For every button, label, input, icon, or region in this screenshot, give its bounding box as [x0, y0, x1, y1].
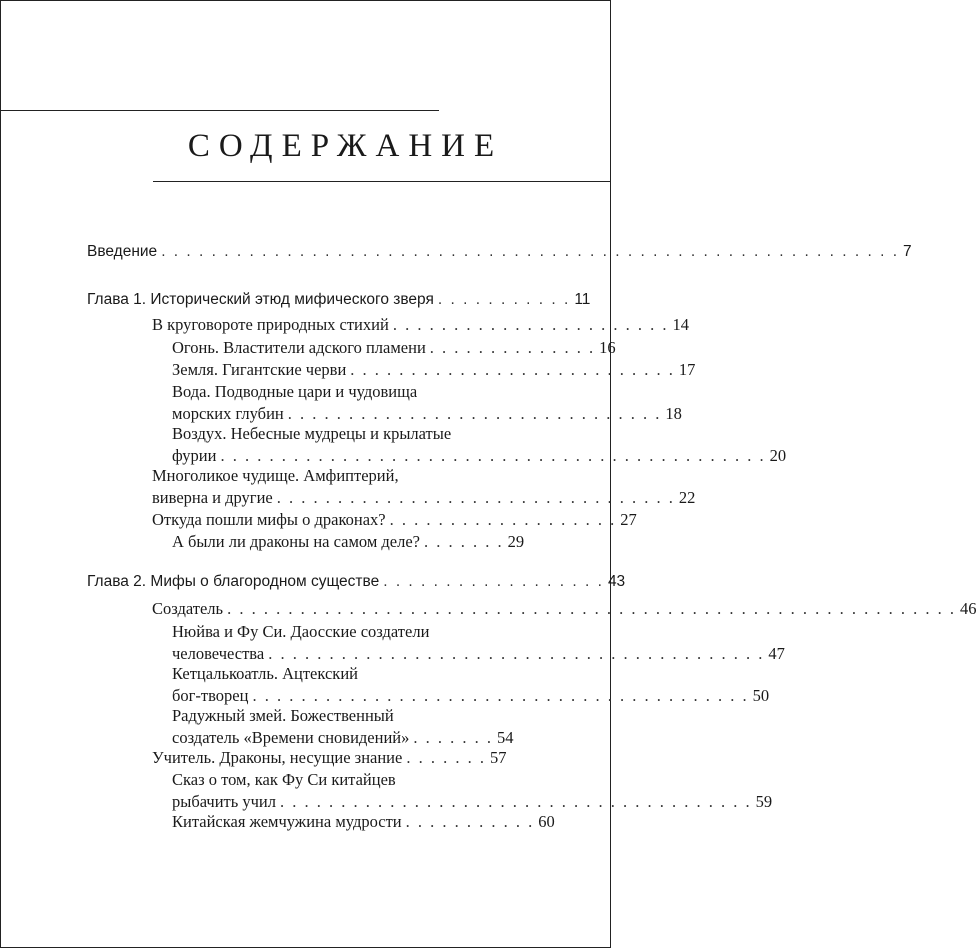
dot-leader: . . . . . . . . . . . . . . — [429, 338, 596, 357]
toc-page-number: 18 — [665, 404, 682, 423]
dot-leader: . . . . . . . — [413, 728, 493, 747]
toc-entry[interactable] — [152, 315, 689, 335]
dot-leader: . . . . . . . . . . . . . . . . . . . . . . . . . . . — [350, 360, 675, 379]
toc-entry-title-line: Вода. Подводные цари и чудовища — [172, 382, 418, 401]
dot-leader: . . . . . . . . . . . . . . . . . . . . . . . . . . . . . . . — [287, 404, 662, 423]
toc-page-number: 43 — [607, 573, 626, 590]
dot-leader: . . . . . . . . . . . . . . . . . . . . . . . — [392, 315, 669, 334]
toc-page-number: 7 — [903, 243, 912, 260]
toc-entry-title: морских глубин — [172, 404, 284, 423]
toc-page-number: 14 — [672, 315, 689, 334]
toc-page-number: 54 — [497, 728, 514, 747]
toc-entry-title: создатель «Времени сновидений» — [172, 728, 410, 747]
dot-leader: . . . . . . . . . . . . . . . . . . . . . . . . . . . . . . . . . . . . . . . . . — [268, 644, 765, 663]
dot-leader: . . . . . . . . . . . — [437, 291, 571, 308]
toc-entry-title-line: Кетцалькоатль. Ацтекский — [172, 664, 358, 683]
toc-entry-title: Китайская жемчужина мудрости — [172, 812, 402, 831]
toc-page-number: 17 — [678, 360, 696, 379]
toc-entry[interactable] — [172, 664, 770, 706]
toc-entry[interactable] — [172, 706, 514, 748]
toc-entry-chapter-2[interactable] — [87, 572, 626, 592]
dot-leader: . . . . . . . — [406, 748, 486, 767]
page-title: СОДЕРЖАНИЕ — [187, 128, 504, 164]
toc-page-number: 50 — [752, 686, 770, 705]
toc-entry[interactable] — [152, 510, 637, 530]
toc-entry-title: В круговороте природных стихий — [152, 315, 389, 334]
toc-entry[interactable] — [172, 812, 555, 832]
toc-entry[interactable] — [152, 466, 696, 508]
toc-page-number: 46 — [959, 599, 976, 618]
toc-entry-title: Глава 1. Исторический этюд мифического зверя — [87, 291, 434, 308]
toc-entry[interactable] — [152, 748, 507, 768]
dot-leader: . . . . . . . . . . . . . . . . . . . . . . . . . . . . . . . . . . . . . . . — [280, 792, 752, 811]
toc-page-number: 60 — [538, 812, 555, 831]
toc-page-number: 20 — [769, 446, 787, 465]
toc-entry-title: Учитель. Драконы, несущие знание — [152, 748, 403, 767]
toc-page-number: 16 — [599, 338, 616, 357]
toc-page-number: 11 — [574, 291, 591, 308]
dot-leader: . . . . . . . . . . . . . . . . . . . — [389, 510, 617, 529]
dot-leader: . . . . . . . . . . . . . . . . . . . . . . . . . . . . . . . . . . . . . . . . . . . . . . . . . . . . . . . . . . . . — [227, 599, 956, 618]
toc-entry[interactable] — [172, 382, 682, 424]
dot-leader: . . . . . . . . . . . — [405, 812, 535, 831]
toc-entry-title: Введение — [87, 243, 158, 260]
toc-entry-introduction[interactable] — [87, 242, 912, 262]
toc-entry-title: Глава 2. Мифы о благородном существе — [87, 573, 380, 590]
toc-entry-title: Откуда пошли мифы о драконах? — [152, 510, 386, 529]
toc-entry-title: Огонь. Властители адского пламени — [172, 338, 426, 357]
toc-entry-title: человечества — [172, 644, 265, 663]
toc-entry[interactable] — [172, 532, 525, 552]
toc-entry-title: Земля. Гигантские черви — [172, 360, 347, 379]
toc-page-number: 22 — [678, 488, 696, 507]
toc-page-number: 27 — [620, 510, 637, 529]
toc-entry[interactable] — [172, 424, 787, 466]
toc-page-number: 59 — [755, 792, 773, 811]
toc-entry-chapter-1[interactable] — [87, 290, 591, 310]
dot-leader: . . . . . . . . . . . . . . . . . . . . . . . . . . . . . . . . . . . . . . . . . — [252, 686, 749, 705]
dot-leader: . . . . . . . . . . . . . . . . . . . . . . . . . . . . . . . . . . . . . . . . . . . . . . . . . . . . . . . . . . . — [161, 243, 900, 260]
toc-entry-title-line: Многоликое чудище. Амфиптерий, — [152, 466, 399, 485]
toc-page-number: 47 — [768, 644, 785, 663]
toc-entry-title-line: Сказ о том, как Фу Си китайцев — [172, 770, 396, 789]
toc-entry[interactable] — [152, 599, 976, 619]
toc-entry-title: бог-творец — [172, 686, 249, 705]
toc-entry-title: фурии — [172, 446, 217, 465]
dot-leader: . . . . . . . . . . . . . . . . . . — [383, 573, 604, 590]
toc-page-number: 57 — [489, 748, 507, 767]
dot-leader: . . . . . . . — [424, 532, 504, 551]
toc-entry[interactable] — [172, 338, 616, 358]
toc-entry-title-line: Радужный змей. Божественный — [172, 706, 394, 725]
toc-entry[interactable] — [172, 770, 773, 812]
dot-leader: . . . . . . . . . . . . . . . . . . . . . . . . . . . . . . . . . . . . . . . . . . . . . — [220, 446, 766, 465]
toc-entry-title-line: Воздух. Небесные мудрецы и крылатые — [172, 424, 452, 443]
toc-entry-title: рыбачить учил — [172, 792, 276, 811]
toc-entry-title: А были ли драконы на самом деле? — [172, 532, 421, 551]
toc-entry[interactable] — [172, 622, 785, 664]
toc-entry-title: виверна и другие — [152, 488, 273, 507]
dot-leader: . . . . . . . . . . . . . . . . . . . . . . . . . . . . . . . . . — [276, 488, 675, 507]
toc-entry-title: Создатель — [152, 599, 224, 618]
toc-page-number: 29 — [507, 532, 525, 551]
toc-entry[interactable] — [172, 360, 696, 380]
toc-entry-title-line: Нюйва и Фу Си. Даосские создатели — [172, 622, 430, 641]
